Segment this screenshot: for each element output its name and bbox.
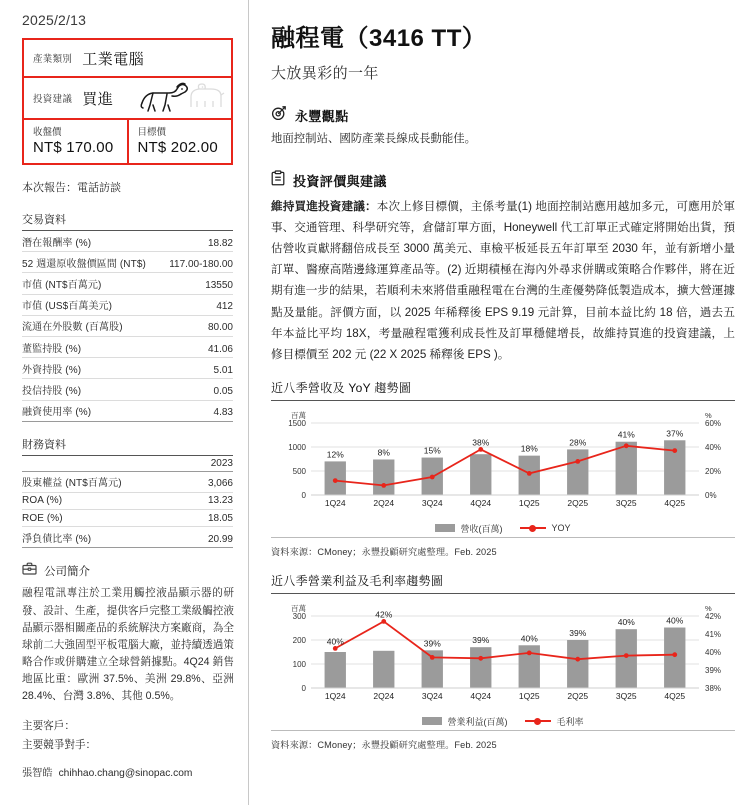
opinc-gm-chart-block [271, 572, 735, 751]
financial-year-header [22, 456, 233, 472]
viewpoint-title: 永豐觀點 [295, 109, 349, 124]
svg-text:2Q25: 2Q25 [567, 690, 589, 701]
close-price-value: NT$ 170.00 [33, 139, 114, 156]
chart-title-revenue: 近八季營收及 YoY 趨勢圖 [271, 379, 735, 401]
trading-data-table [22, 211, 233, 422]
row-key: 融資使用率 (%) [22, 407, 92, 419]
target-price-cell [129, 120, 232, 163]
svg-text:%: % [705, 603, 712, 613]
report-type: 本次報告：電話訪談 [22, 182, 121, 194]
main-customers-line: 主要客戶： [22, 719, 75, 732]
price-row [24, 120, 231, 163]
target-price-value: NT$ 202.00 [137, 139, 218, 156]
recommendation-lead: 維持買進投資建議： [271, 200, 377, 214]
svg-text:40%: 40% [326, 636, 344, 647]
table-row [22, 527, 233, 548]
legend-swatch-bar [435, 524, 455, 532]
svg-text:40%: 40% [520, 633, 538, 644]
table-row [22, 337, 233, 358]
row-value: 117.00-180.00 [169, 258, 233, 270]
row-value: 412 [216, 301, 233, 313]
main-competitors-line: 主要競爭對手： [22, 738, 97, 751]
row-value: 3,066 [207, 478, 233, 490]
legend-label-bar: 營業利益(百萬) [447, 716, 508, 727]
svg-text:42%: 42% [375, 609, 393, 620]
analyst-name: 張智皓 [22, 768, 53, 779]
rating-label: 投資建議 [33, 94, 73, 105]
svg-text:20%: 20% [705, 466, 722, 476]
row-key: 股東權益 (NT$百萬元) [22, 478, 122, 490]
row-value: 18.82 [207, 237, 233, 249]
svg-text:39%: 39% [472, 635, 490, 646]
bull-icon [141, 83, 187, 111]
legend-item-opinc [422, 715, 507, 728]
legend-swatch-line [520, 527, 546, 529]
table-row [22, 252, 233, 273]
svg-text:1Q25: 1Q25 [518, 690, 540, 701]
svg-text:41%: 41% [705, 629, 722, 639]
analyst-email[interactable]: chihhao.chang@sinopac.com [58, 768, 193, 779]
revenue-yoy-chart [271, 407, 735, 515]
chart-title-opinc: 近八季營業利益及毛利率趨勢圖 [271, 572, 735, 594]
svg-text:百萬: 百萬 [291, 410, 306, 420]
svg-text:40%: 40% [705, 442, 722, 452]
industry-row [24, 40, 231, 78]
trading-table-title: 交易資料 [22, 211, 233, 231]
svg-text:40%: 40% [666, 615, 684, 626]
svg-text:%: % [705, 410, 712, 420]
row-value: 0.05 [213, 385, 233, 397]
row-value: 80.00 [207, 322, 233, 334]
table-row [22, 358, 233, 379]
row-key: 董監持股 (%) [22, 343, 82, 355]
briefcase-icon [22, 562, 37, 580]
row-value: 5.01 [213, 364, 233, 376]
row-key: 52 週還原收盤價區間 (NT$) [22, 258, 146, 270]
svg-text:1Q25: 1Q25 [518, 497, 540, 508]
row-key: 淨負債比率 (%) [22, 533, 92, 545]
target-icon [271, 105, 287, 126]
viewpoint-section [271, 105, 735, 148]
chart-source-opinc: 資料來源：CMoney；永豐投顧研究處整理。Feb. 2025 [271, 739, 497, 750]
row-value: 13550 [205, 279, 233, 291]
svg-text:18%: 18% [520, 443, 538, 454]
row-key: 投信持股 (%) [22, 385, 82, 397]
chart-legend-revenue [271, 522, 735, 535]
chart-source-revenue: 資料來源：CMoney；永豐投顧研究處整理。Feb. 2025 [271, 546, 497, 557]
row-key: ROE (%) [22, 512, 63, 524]
industry-label: 產業類別 [33, 54, 73, 65]
svg-text:15%: 15% [423, 445, 441, 456]
legend-label-bar: 營收(百萬) [460, 523, 503, 534]
svg-text:4Q25: 4Q25 [664, 497, 686, 508]
left-sidebar [0, 0, 248, 805]
company-intro-header [22, 562, 234, 580]
svg-text:4Q25: 4Q25 [664, 690, 686, 701]
row-key: ROA (%) [22, 495, 63, 507]
svg-text:37%: 37% [666, 428, 684, 439]
revenue-yoy-chart-block [271, 379, 735, 558]
svg-text:500: 500 [292, 466, 306, 476]
svg-text:1Q24: 1Q24 [324, 497, 346, 508]
svg-text:200: 200 [292, 635, 306, 645]
table-row [22, 493, 233, 510]
recommendation-body [271, 196, 735, 365]
company-intro-title: 公司簡介 [44, 566, 90, 579]
table-row [22, 273, 233, 294]
svg-text:3Q25: 3Q25 [615, 497, 637, 508]
bear-icon [191, 84, 224, 107]
viewpoint-header [271, 105, 735, 126]
svg-text:3Q24: 3Q24 [421, 497, 443, 508]
legend-label-line: 毛利率 [556, 716, 584, 727]
row-value: 41.06 [207, 343, 233, 355]
chart-frame-opinc [271, 594, 735, 731]
svg-text:3Q24: 3Q24 [421, 690, 443, 701]
svg-text:百萬: 百萬 [291, 603, 306, 613]
legend-item-revenue [435, 522, 502, 535]
table-row [22, 231, 233, 252]
target-price-label: 目標價 [137, 127, 167, 138]
recommendation-header [271, 170, 735, 191]
svg-text:60%: 60% [705, 418, 722, 428]
recommendation-title: 投資評價與建議 [293, 174, 387, 190]
svg-text:0: 0 [301, 683, 306, 693]
chart-legend-opinc [271, 715, 735, 728]
close-price-label: 收盤價 [33, 127, 62, 138]
svg-text:42%: 42% [705, 611, 722, 621]
row-key: 市值 (US$百萬美元) [22, 301, 113, 313]
row-key: 潛在報酬率 (%) [22, 237, 92, 249]
main-content [249, 0, 740, 805]
svg-text:39%: 39% [423, 638, 441, 649]
svg-text:2Q25: 2Q25 [567, 497, 589, 508]
row-value: 4.83 [213, 407, 233, 419]
table-row [22, 379, 233, 400]
chart-frame-revenue [271, 401, 735, 538]
svg-text:4Q24: 4Q24 [470, 497, 492, 508]
legend-item-yoy [520, 523, 570, 533]
recommendation-text: 本次上修目標價，主係考量(1) 地面控制站應用越加多元，可應用於軍事、交通管理、科學研究等，倉儲訂單方面，Honeywell 代工訂單正式確定將開始出貨，預估營收貢獻將翻倍成長至 3000 萬美元、車檢平板延長五年訂單至 2030 年，並有新增小量訂單、醫療高階邊緣運算產品等。(2) 近期積極在海內外尋求併購或策略合作夥伴，將在近期有進一步的結果，若順利未來將借重融程電在台灣的生產優勢降低製造成本，擴大營運據點及量能。評價方面，以 2025 年稀釋後 EPS 9.19 元計算，目前本益比約 18 倍，過去五年本益比平均 18X，考量融程電獲利成長性及訂單穩健增長，故維持買進的投資建議，上修目標價至 202 元 (22 X 2025 稀釋後 EPS )。 [271, 200, 735, 361]
svg-text:1Q24: 1Q24 [324, 690, 346, 701]
viewpoint-body: 地面控制站、國防產業長線成長動能佳。 [271, 133, 477, 145]
bull-bear-icon [139, 81, 225, 115]
svg-text:2Q24: 2Q24 [373, 497, 395, 508]
svg-text:1500: 1500 [288, 418, 306, 428]
svg-text:1000: 1000 [288, 442, 306, 452]
legend-item-gm [525, 715, 583, 728]
table-row [22, 401, 233, 422]
report-date: 2025/2/13 [22, 12, 87, 28]
svg-text:0: 0 [301, 490, 306, 500]
svg-text:41%: 41% [617, 429, 635, 440]
row-value: 18.05 [207, 512, 233, 524]
svg-text:39%: 39% [569, 627, 587, 638]
table-row [22, 295, 233, 316]
svg-text:8%: 8% [377, 447, 390, 458]
row-key: 流通在外股數 (百萬股) [22, 322, 123, 334]
legend-swatch-line [525, 720, 551, 722]
recommendation-section [271, 170, 735, 365]
svg-text:2Q24: 2Q24 [373, 690, 395, 701]
company-intro-body: 融程電訊專注於工業用觸控液晶顯示器的研發、設計、生產，提供客戶完整工業級觸控液晶顯示器相關產品的系統解決方案廠商，為全球前二大強固型平板電腦大廠，並持續透過策略合作或併購建立全球營銷據點。4Q24 銷售地區比重：歐洲 37.5%、美洲 29.8%、亞洲 28.4%、台灣 3.8%、其他 0.5%。 [22, 587, 234, 703]
industry-value: 工業電腦 [82, 50, 145, 68]
svg-text:38%: 38% [705, 683, 722, 693]
svg-text:38%: 38% [472, 437, 490, 448]
svg-text:39%: 39% [705, 665, 722, 675]
page-title: 融程電（3416 TT） [271, 25, 487, 52]
svg-text:3Q25: 3Q25 [615, 690, 637, 701]
row-value: 20.99 [207, 533, 233, 545]
opinc-gm-chart [271, 600, 735, 708]
analyst-contact [22, 764, 192, 779]
table-row [22, 472, 233, 493]
row-key: 外資持股 (%) [22, 364, 82, 376]
legend-swatch-bar [422, 717, 442, 725]
row-value: 13.23 [207, 495, 233, 507]
page-subtitle: 大放異彩的一年 [271, 65, 379, 82]
row-key: 市值 (NT$百萬元) [22, 279, 102, 291]
legend-label-line: YOY [551, 523, 571, 534]
svg-text:40%: 40% [617, 617, 635, 628]
svg-text:300: 300 [292, 611, 306, 621]
financial-data-table [22, 436, 233, 549]
year-label: 2023 [210, 457, 233, 469]
svg-text:4Q24: 4Q24 [470, 690, 492, 701]
svg-text:100: 100 [292, 659, 306, 669]
table-row [22, 510, 233, 527]
clipboard-icon [271, 170, 285, 191]
svg-text:12%: 12% [326, 449, 344, 460]
svg-text:0%: 0% [705, 490, 717, 500]
summary-box [22, 38, 233, 165]
close-price-cell [24, 120, 129, 163]
financial-table-title: 財務資料 [22, 436, 233, 456]
table-row [22, 316, 233, 337]
rating-row [24, 78, 231, 120]
rating-value: 買進 [82, 90, 114, 108]
svg-text:40%: 40% [705, 647, 722, 657]
svg-text:28%: 28% [569, 437, 587, 448]
